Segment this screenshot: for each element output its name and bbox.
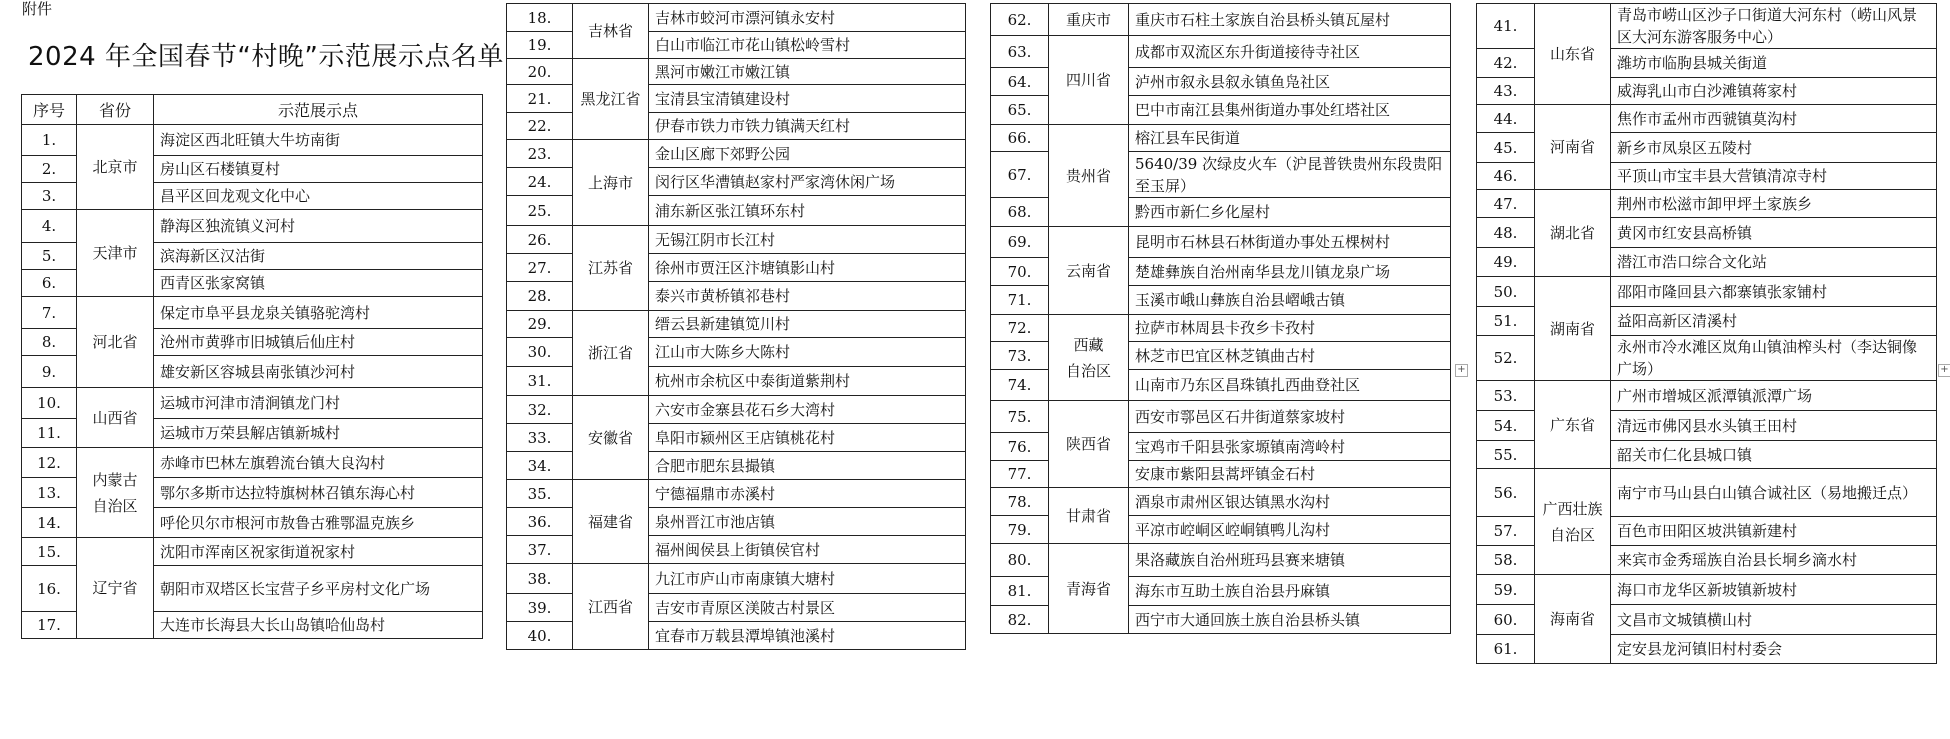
row-number: 52. <box>1477 336 1535 381</box>
province-cell: 福建省 <box>573 480 649 564</box>
province-cell: 西藏 自治区 <box>1049 315 1129 401</box>
site-cell: 昆明市石林县石林街道办事处五棵树村 <box>1129 227 1451 258</box>
row-number: 51. <box>1477 307 1535 336</box>
expand-handle-icon[interactable]: + <box>1455 364 1468 377</box>
province-cell: 湖南省 <box>1535 277 1611 381</box>
table-panel-1 <box>21 94 483 639</box>
site-cell: 西安市鄠邑区石井街道蔡家坡村 <box>1129 401 1451 433</box>
row-number: 62. <box>991 4 1049 36</box>
table-row <box>22 210 483 243</box>
table-row <box>507 4 966 32</box>
province-cell: 陕西省 <box>1049 401 1129 488</box>
site-cell: 成都市双流区东升街道接待寺社区 <box>1129 36 1451 68</box>
row-number: 2. <box>22 156 77 183</box>
table-row <box>991 488 1451 516</box>
row-number: 46. <box>1477 163 1535 190</box>
site-cell: 百色市田阳区坡洪镇新建村 <box>1611 517 1937 546</box>
row-number: 68. <box>991 198 1049 227</box>
site-cell: 南宁市马山县白山镇合诚社区（易地搬迁点） <box>1611 469 1937 517</box>
province-cell: 浙江省 <box>573 311 649 396</box>
site-cell: 玉溪市峨山彝族自治县嶍峨古镇 <box>1129 286 1451 315</box>
province-cell: 山东省 <box>1535 4 1611 105</box>
province-cell: 上海市 <box>573 140 649 226</box>
row-number: 19. <box>507 32 573 59</box>
site-cell: 房山区石楼镇夏村 <box>154 156 483 183</box>
site-cell: 昌平区回龙观文化中心 <box>154 183 483 210</box>
row-number: 43. <box>1477 78 1535 105</box>
site-cell: 西宁市大通回族土族自治县桥头镇 <box>1129 606 1451 634</box>
row-number: 8. <box>22 329 77 356</box>
site-cell: 沧州市黄骅市旧城镇后仙庄村 <box>154 329 483 356</box>
site-cell: 大连市长海县大长山岛镇哈仙岛村 <box>154 612 483 639</box>
site-cell: 榕江县车民街道 <box>1129 125 1451 152</box>
row-number: 54. <box>1477 411 1535 441</box>
table-row <box>22 448 483 478</box>
row-number: 20. <box>507 59 573 85</box>
site-cell: 文昌市文城镇横山村 <box>1611 605 1937 635</box>
site-cell: 赤峰市巴林左旗碧流台镇大良沟村 <box>154 448 483 478</box>
site-cell: 保定市阜平县龙泉关镇骆驼湾村 <box>154 297 483 329</box>
row-number: 78. <box>991 488 1049 516</box>
site-cell: 运城市河津市清涧镇龙门村 <box>154 388 483 419</box>
row-number: 27. <box>507 254 573 282</box>
row-number: 45. <box>1477 133 1535 163</box>
site-cell: 伊春市铁力市铁力镇满天红村 <box>649 113 966 140</box>
table-panel-3 <box>990 3 1451 634</box>
row-number: 35. <box>507 480 573 508</box>
row-number: 31. <box>507 367 573 396</box>
province-cell: 北京市 <box>77 125 154 210</box>
province-cell: 海南省 <box>1535 575 1611 664</box>
table-row <box>1477 575 1937 605</box>
row-number: 3. <box>22 183 77 210</box>
site-cell: 海东市互助土族自治县丹麻镇 <box>1129 577 1451 606</box>
table-row <box>507 59 966 85</box>
row-number: 15. <box>22 538 77 566</box>
site-cell: 浦东新区张江镇环东村 <box>649 196 966 226</box>
row-number: 50. <box>1477 277 1535 307</box>
site-cell: 杭州市余杭区中泰街道紫荆村 <box>649 367 966 396</box>
attachment-label: 附件 <box>22 0 53 18</box>
site-cell: 拉萨市林周县卡孜乡卡孜村 <box>1129 315 1451 342</box>
site-cell: 六安市金寨县花石乡大湾村 <box>649 396 966 424</box>
province-cell: 河北省 <box>77 297 154 388</box>
table-row <box>991 315 1451 342</box>
row-number: 4. <box>22 210 77 243</box>
row-number: 5. <box>22 243 77 270</box>
site-cell: 来宾市金秀瑶族自治县长垌乡滴水村 <box>1611 546 1937 575</box>
site-cell: 平凉市崆峒区崆峒镇鸭儿沟村 <box>1129 516 1451 544</box>
site-cell: 缙云县新建镇笕川村 <box>649 311 966 338</box>
row-number: 75. <box>991 401 1049 433</box>
site-cell: 滨海新区汉沽街 <box>154 243 483 270</box>
page-title: 2024 年全国春节“村晚”示范展示点名单 <box>28 42 504 72</box>
row-number: 53. <box>1477 381 1535 411</box>
row-number: 81. <box>991 577 1049 606</box>
site-cell: 安康市紫阳县蒿坪镇金石村 <box>1129 461 1451 488</box>
site-cell: 平顶山市宝丰县大营镇清凉寺村 <box>1611 163 1937 190</box>
row-number: 33. <box>507 424 573 452</box>
table-row <box>507 564 966 594</box>
table-row <box>1477 190 1937 218</box>
row-number: 66. <box>991 125 1049 152</box>
site-cell: 江山市大陈乡大陈村 <box>649 338 966 367</box>
row-number: 10. <box>22 388 77 419</box>
site-cell: 潜江市浩口综合文化站 <box>1611 248 1937 277</box>
site-cell: 西青区张家窝镇 <box>154 270 483 297</box>
province-cell: 江西省 <box>573 564 649 650</box>
site-cell: 荆州市松滋市卸甲坪土家族乡 <box>1611 190 1937 218</box>
site-cell: 山南市乃东区昌珠镇扎西曲登社区 <box>1129 370 1451 401</box>
row-number: 9. <box>22 356 77 388</box>
site-cell: 果洛藏族自治州班玛县赛来塘镇 <box>1129 544 1451 577</box>
header-province: 省份 <box>77 95 154 125</box>
site-cell: 酒泉市肃州区银达镇黑水沟村 <box>1129 488 1451 516</box>
row-number: 76. <box>991 433 1049 461</box>
site-cell: 福州闽侯县上街镇侯官村 <box>649 536 966 564</box>
row-number: 57. <box>1477 517 1535 546</box>
province-cell: 黑龙江省 <box>573 59 649 140</box>
row-number: 77. <box>991 461 1049 488</box>
row-number: 13. <box>22 478 77 508</box>
row-number: 71. <box>991 286 1049 315</box>
site-cell: 邵阳市隆回县六都寨镇张家铺村 <box>1611 277 1937 307</box>
row-number: 42. <box>1477 49 1535 78</box>
site-cell: 阜阳市颍州区王店镇桃花村 <box>649 424 966 452</box>
table-row <box>22 388 483 419</box>
row-number: 56. <box>1477 469 1535 517</box>
row-number: 59. <box>1477 575 1535 605</box>
site-cell: 焦作市孟州市西虢镇莫沟村 <box>1611 105 1937 133</box>
table-row <box>991 4 1451 36</box>
site-cell: 永州市冷水滩区岚角山镇油榨头村（李达铜像广场） <box>1611 336 1937 381</box>
row-number: 36. <box>507 508 573 536</box>
row-number: 49. <box>1477 248 1535 277</box>
header-site: 示范展示点 <box>154 95 483 125</box>
province-cell: 广东省 <box>1535 381 1611 469</box>
table-row <box>507 226 966 254</box>
row-number: 14. <box>22 508 77 538</box>
province-cell: 广西壮族 自治区 <box>1535 469 1611 575</box>
province-cell: 青海省 <box>1049 544 1129 634</box>
site-cell: 宜春市万载县潭埠镇池溪村 <box>649 622 966 650</box>
table-row <box>507 140 966 168</box>
province-cell: 云南省 <box>1049 227 1129 315</box>
table-row <box>991 401 1451 433</box>
province-cell: 四川省 <box>1049 36 1129 125</box>
row-number: 70. <box>991 258 1049 286</box>
row-number: 39. <box>507 594 573 622</box>
site-cell: 泸州市叙永县叙永镇鱼凫社区 <box>1129 68 1451 96</box>
row-number: 64. <box>991 68 1049 96</box>
row-number: 80. <box>991 544 1049 577</box>
row-number: 72. <box>991 315 1049 342</box>
site-cell: 宝鸡市千阳县张家塬镇南湾岭村 <box>1129 433 1451 461</box>
site-cell: 清远市佛冈县水头镇王田村 <box>1611 411 1937 441</box>
site-cell: 重庆市石柱土家族自治县桥头镇瓦屋村 <box>1129 4 1451 36</box>
row-number: 26. <box>507 226 573 254</box>
site-cell: 朝阳市双塔区长宝营子乡平房村文化广场 <box>154 566 483 612</box>
site-cell: 海口市龙华区新坡镇新坡村 <box>1611 575 1937 605</box>
site-cell: 徐州市贾汪区汴塘镇影山村 <box>649 254 966 282</box>
site-cell: 白山市临江市花山镇松岭雪村 <box>649 32 966 59</box>
table-row <box>507 311 966 338</box>
row-number: 82. <box>991 606 1049 634</box>
row-number: 22. <box>507 113 573 140</box>
site-cell: 潍坊市临朐县城关街道 <box>1611 49 1937 78</box>
row-number: 38. <box>507 564 573 594</box>
table-row <box>991 36 1451 68</box>
table-row <box>1477 277 1937 307</box>
row-number: 6. <box>22 270 77 297</box>
site-cell: 吉安市青原区渼陂古村景区 <box>649 594 966 622</box>
site-cell: 定安县龙河镇旧村村委会 <box>1611 635 1937 664</box>
row-number: 37. <box>507 536 573 564</box>
table-row <box>1477 4 1937 49</box>
table-row <box>1477 469 1937 517</box>
site-cell: 吉林市蛟河市漂河镇永安村 <box>649 4 966 32</box>
row-number: 11. <box>22 419 77 448</box>
row-number: 44. <box>1477 105 1535 133</box>
province-cell: 内蒙古 自治区 <box>77 448 154 538</box>
row-number: 34. <box>507 452 573 480</box>
site-cell: 黔西市新仁乡化屋村 <box>1129 198 1451 227</box>
row-number: 40. <box>507 622 573 650</box>
site-cell: 黄冈市红安县高桥镇 <box>1611 218 1937 248</box>
table-row <box>1477 105 1937 133</box>
table-row <box>991 544 1451 577</box>
row-number: 32. <box>507 396 573 424</box>
province-cell: 湖北省 <box>1535 190 1611 277</box>
row-number: 28. <box>507 282 573 311</box>
table-panel-2 <box>506 3 966 650</box>
province-cell: 安徽省 <box>573 396 649 480</box>
site-cell: 黑河市嫩江市嫩江镇 <box>649 59 966 85</box>
province-cell: 河南省 <box>1535 105 1611 190</box>
row-number: 48. <box>1477 218 1535 248</box>
row-number: 69. <box>991 227 1049 258</box>
province-cell: 山西省 <box>77 388 154 448</box>
row-number: 74. <box>991 370 1049 401</box>
table-row <box>22 538 483 566</box>
site-cell: 运城市万荣县解店镇新城村 <box>154 419 483 448</box>
province-cell: 吉林省 <box>573 4 649 59</box>
row-number: 63. <box>991 36 1049 68</box>
expand-handle-icon[interactable]: + <box>1938 364 1950 377</box>
site-cell: 林芝市巴宜区林芝镇曲古村 <box>1129 342 1451 370</box>
site-cell: 合肥市肥东县撮镇 <box>649 452 966 480</box>
province-cell: 贵州省 <box>1049 125 1129 227</box>
table-row <box>22 297 483 329</box>
site-cell: 楚雄彝族自治州南华县龙川镇龙泉广场 <box>1129 258 1451 286</box>
site-cell: 沈阳市浑南区祝家街道祝家村 <box>154 538 483 566</box>
site-cell: 益阳高新区清溪村 <box>1611 307 1937 336</box>
site-cell: 静海区独流镇义河村 <box>154 210 483 243</box>
row-number: 18. <box>507 4 573 32</box>
row-number: 25. <box>507 196 573 226</box>
site-cell: 雄安新区容城县南张镇沙河村 <box>154 356 483 388</box>
site-cell: 巴中市南江县集州街道办事处红塔社区 <box>1129 96 1451 125</box>
row-number: 55. <box>1477 441 1535 469</box>
row-number: 12. <box>22 448 77 478</box>
site-cell: 广州市增城区派潭镇派潭广场 <box>1611 381 1937 411</box>
site-cell: 韶关市仁化县城口镇 <box>1611 441 1937 469</box>
row-number: 73. <box>991 342 1049 370</box>
province-cell: 天津市 <box>77 210 154 297</box>
site-cell: 泉州晋江市池店镇 <box>649 508 966 536</box>
row-number: 65. <box>991 96 1049 125</box>
site-cell: 威海乳山市白沙滩镇蒋家村 <box>1611 78 1937 105</box>
table-row <box>22 125 483 156</box>
site-cell: 呼伦贝尔市根河市敖鲁古雅鄂温克族乡 <box>154 508 483 538</box>
table-panel-4 <box>1476 3 1937 664</box>
row-number: 47. <box>1477 190 1535 218</box>
row-number: 67. <box>991 152 1049 198</box>
row-number: 29. <box>507 311 573 338</box>
row-number: 60. <box>1477 605 1535 635</box>
header-index: 序号 <box>22 95 77 125</box>
province-cell: 江苏省 <box>573 226 649 311</box>
table-row <box>991 125 1451 152</box>
row-number: 7. <box>22 297 77 329</box>
site-cell: 青岛市崂山区沙子口街道大河东村（崂山风景区大河东游客服务中心） <box>1611 4 1937 49</box>
row-number: 16. <box>22 566 77 612</box>
row-number: 1. <box>22 125 77 156</box>
site-cell: 闵行区华漕镇赵家村严家湾休闲广场 <box>649 168 966 196</box>
site-cell: 鄂尔多斯市达拉特旗树林召镇东海心村 <box>154 478 483 508</box>
site-cell: 无锡江阴市长江村 <box>649 226 966 254</box>
row-number: 41. <box>1477 4 1535 49</box>
row-number: 23. <box>507 140 573 168</box>
site-cell: 金山区廊下郊野公园 <box>649 140 966 168</box>
row-number: 30. <box>507 338 573 367</box>
table-row <box>991 227 1451 258</box>
province-cell: 辽宁省 <box>77 538 154 639</box>
table-row <box>1477 381 1937 411</box>
row-number: 17. <box>22 612 77 639</box>
site-cell: 宝清县宝清镇建设村 <box>649 85 966 113</box>
province-cell: 甘肃省 <box>1049 488 1129 544</box>
site-cell: 5640/39 次绿皮火车（沪昆普铁贵州东段贵阳至玉屏） <box>1129 152 1451 198</box>
site-cell: 泰兴市黄桥镇祁巷村 <box>649 282 966 311</box>
site-cell: 新乡市凤泉区五陵村 <box>1611 133 1937 163</box>
row-number: 58. <box>1477 546 1535 575</box>
province-cell: 重庆市 <box>1049 4 1129 36</box>
row-number: 24. <box>507 168 573 196</box>
row-number: 21. <box>507 85 573 113</box>
table-row <box>507 396 966 424</box>
site-cell: 海淀区西北旺镇大牛坊南街 <box>154 125 483 156</box>
table-row <box>507 480 966 508</box>
site-cell: 九江市庐山市南康镇大塘村 <box>649 564 966 594</box>
row-number: 61. <box>1477 635 1535 664</box>
site-cell: 宁德福鼎市赤溪村 <box>649 480 966 508</box>
row-number: 79. <box>991 516 1049 544</box>
